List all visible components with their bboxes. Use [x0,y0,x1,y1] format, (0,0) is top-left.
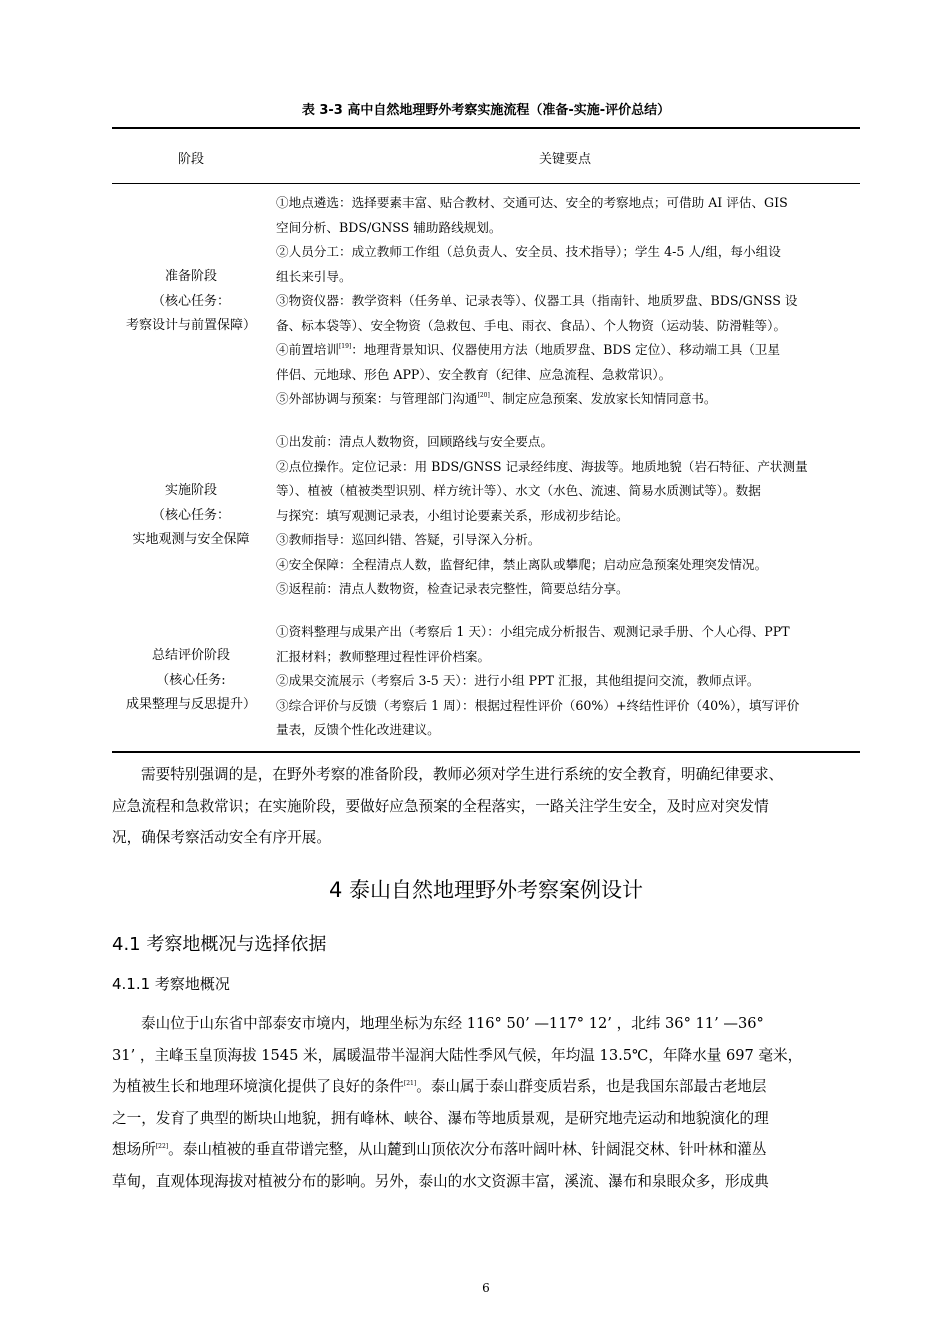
point-line: ①资料整理与成果产出（考察后 1 天）：小组完成分析报告、观测记录手册、个人心得、PPT [276,624,790,639]
stage-text: 成果整理与反思提升） [125,697,256,712]
table-header-rule [112,183,860,184]
point-line: 与探究：填写观测记录表，小组讨论要素关系，形成初步结论。 [276,507,629,523]
point-line: ④安全保障：全程清点人数，监督纪律，禁止离队或攀爬；启动应急预案处理突发情况。 [276,556,768,572]
point-line: ③物资仪器：教学资料（任务单、记录表等）、仪器工具（指南针、地质罗盘、BDS/GNSS 设 [276,293,798,308]
paragraph-taishan-overview [112,1008,860,1197]
paragraph-line: 想场所[22]。泰山植被的垂直带谱完整，从山麓到山顶依次分布落叶阔叶林、针阔混交林、针叶林和灌丛 [112,1141,767,1158]
citation: [21] [403,1080,417,1087]
paragraph-line: 况，确保考察活动安全有序开展。 [112,829,331,846]
stage-text: （核心任务： [151,293,230,309]
point-line: ②成果交流展示（考察后 3-5 天）：进行小组 PPT 汇报，其他组提问交流，教师点评。 [276,673,760,688]
point-line: ⑤外部协调与预案：与管理部门沟通[20]、制定应急预案、发放家长知情同意书。 [276,391,717,406]
citation: [22] [155,1143,169,1150]
citation: [19] [338,343,352,350]
point-line: 备、标本袋等）、安全物资（急救包、手电、雨衣、食品）、个人物资（运动装、防滑鞋等）。 [276,317,787,333]
column-header-stage: 阶段 [177,152,204,167]
stage-text: 实施阶段 [164,483,217,498]
stage-cell-preparation [112,265,270,339]
stage-cell-implementation [112,479,270,553]
point-line: ③教师指导：巡回纠错、答疑，引导深入分析。 [276,532,541,547]
chapter-heading: 4 泰山自然地理野外考察案例设计 [328,878,644,902]
point-line: 空间分析、BDS/GNSS 辅助路线规划。 [276,219,502,235]
stage-text: （核心任务： [151,507,230,523]
citation: [20] [477,392,490,399]
point-line: 等）、植被（植被类型识别、样方统计等）、水文（水色、流速、简易水质测试等）。数据 [276,483,761,498]
point-line: 汇报材料；教师整理过程性评价档案。 [276,648,491,664]
section-heading: 4.1 考察地概况与选择依据 [112,934,327,955]
paragraph-line: 应急流程和急救常识；在实施阶段，要做好应急预案的全程落实，一路关注学生安全，及时应对突发情 [112,797,769,815]
paragraph-line: 泰山位于山东省中部泰安市境内，地理坐标为东经 116° 50’ —117° 12’ ，北纬 36° 11’ —36° [141,1015,764,1032]
stage-text: （核心任务: [156,672,226,688]
point-line: ①出发前：清点人数物资，回顾路线与安全要点。 [276,434,554,449]
subsection-heading: 4.1.1 考察地概况 [112,975,230,993]
paragraph-line: 为植被生长和地理环境演化提供了良好的条件[21]。泰山属于泰山群变质岩系，也是我国东部最古老地层 [112,1078,767,1095]
stage-text: 考察设计与前置保障） [125,318,256,333]
table-top-rule [112,127,860,129]
point-line: ②点位操作。定位记录：用 BDS/GNSS 记录经纬度、海拔等。地质地貌（岩石特征、产状测量 [276,458,808,474]
stage-text: 准备阶段 [164,269,217,284]
point-line: ②人员分工：成立教师工作组（总负责人、安全员、技术指导）；学生 4-5 人/组，每小组设 [276,244,781,259]
paragraph-line: 31’ ，主峰玉皇顶海拔 1545 米，属暖温带半湿润大陆性季风气候，年均温 13.5℃，年降水量 697 毫米， [112,1046,803,1064]
column-header-key-points: 关键要点 [538,152,591,167]
page-number: 6 [482,1281,490,1295]
point-line: ④前置培训[19]：地理背景知识、仪器使用方法（地质罗盘、BDS 定位）、移动端工具（卫星 [276,342,780,357]
points-cell-preparation [276,191,858,412]
paragraph-line: 需要特别强调的是，在野外考察的准备阶段，教师必须对学生进行系统的安全教育，明确纪律要求、 [141,766,784,783]
point-line: ③综合评价与反馈（考察后 1 周）：根据过程性评价（60%）+终结性评价（40%），填写评价 [276,697,800,713]
paragraph-line: 草甸，直观体现海拔对植被分布的影响。另外，泰山的水文资源丰富，溪流、瀑布和泉眼众多，形成典 [112,1172,769,1190]
paragraph-line: 之一，发育了典型的断块山地貌，拥有峰林、峡谷、瀑布等地质景观，是研究地壳运动和地貌演化的理 [112,1109,769,1127]
paragraph-safety-emphasis [112,759,860,854]
points-cell-implementation [276,430,858,602]
table-caption: 表 3-3 高中自然地理野外考察实施流程（准备-实施-评价总结） [301,103,671,118]
point-line: ①地点遴选：选择要素丰富、贴合教材、交通可达、安全的考察地点；可借助 AI 评估、GIS [276,195,788,210]
point-line: 伴侣、元地球、形色 APP）、安全教育（纪律、应急流程、急救常识）。 [276,366,672,382]
point-line: 量表，反馈个性化改进建议。 [276,722,440,737]
stage-cell-evaluation [112,644,270,718]
stage-text: 实地观测与安全保障 [132,532,250,547]
point-line: 组长来引导。 [276,268,352,284]
table-bottom-rule [112,751,860,753]
point-line: ⑤返程前：清点人数物资，检查记录表完整性，简要总结分享。 [276,581,629,596]
stage-text: 总结评价阶段 [151,648,230,663]
points-cell-evaluation [276,620,858,743]
